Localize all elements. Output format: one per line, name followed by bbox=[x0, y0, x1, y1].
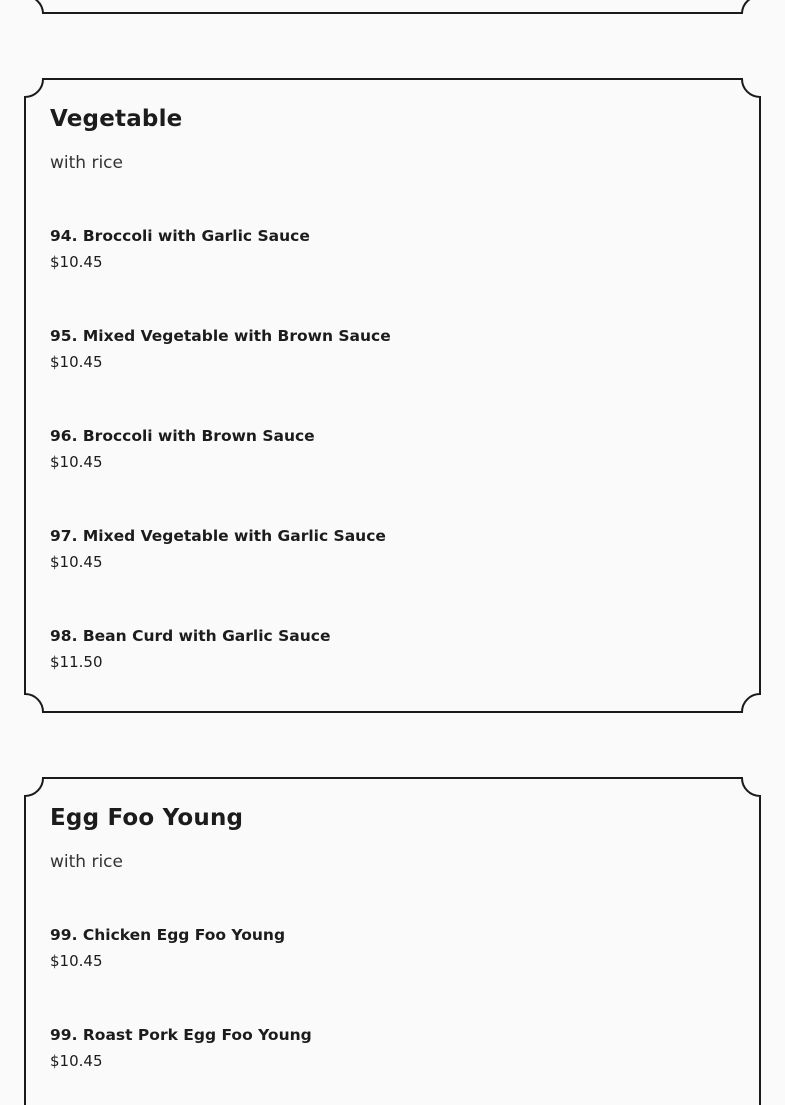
menu-item-price: $10.45 bbox=[50, 453, 103, 471]
menu-item-price: $10.45 bbox=[50, 952, 103, 970]
menu-item-price: $11.50 bbox=[50, 653, 103, 671]
section-subtitle: with rice bbox=[50, 153, 123, 173]
menu-item-name[interactable]: 94. Broccoli with Garlic Sauce bbox=[50, 227, 310, 245]
menu-item-name[interactable]: 98. Bean Curd with Garlic Sauce bbox=[50, 627, 331, 645]
menu-item-name[interactable]: 99. Chicken Egg Foo Young bbox=[50, 926, 286, 944]
section-title: Vegetable bbox=[50, 106, 183, 132]
menu-section-card-vegetable bbox=[24, 78, 761, 713]
menu-item[interactable] bbox=[50, 526, 386, 572]
card-frame bbox=[24, 78, 761, 713]
section-subtitle: with rice bbox=[50, 852, 123, 872]
menu-item-name[interactable]: 96. Broccoli with Brown Sauce bbox=[50, 427, 315, 445]
card-frame bbox=[24, 0, 761, 14]
menu-section-card-previous bbox=[24, 0, 761, 14]
menu-item-price: $10.45 bbox=[50, 353, 103, 371]
menu-item[interactable] bbox=[50, 626, 350, 672]
menu-item[interactable] bbox=[50, 226, 350, 272]
section-title: Egg Foo Young bbox=[50, 805, 244, 831]
menu-item-name[interactable]: 97. Mixed Vegetable with Garlic Sauce bbox=[50, 527, 386, 545]
menu-item-price: $10.45 bbox=[50, 1052, 103, 1070]
menu-item[interactable] bbox=[50, 925, 350, 971]
menu-item[interactable] bbox=[50, 326, 391, 372]
menu-item[interactable] bbox=[50, 426, 350, 472]
menu-item-price: $10.45 bbox=[50, 253, 103, 271]
menu-item[interactable] bbox=[50, 1025, 350, 1071]
menu-item-name[interactable]: 99. Roast Pork Egg Foo Young bbox=[50, 1026, 312, 1044]
menu-item-name[interactable]: 95. Mixed Vegetable with Brown Sauce bbox=[50, 327, 391, 345]
menu-section-card-egg-foo-young bbox=[24, 777, 761, 1105]
menu-item-price: $10.45 bbox=[50, 553, 103, 571]
